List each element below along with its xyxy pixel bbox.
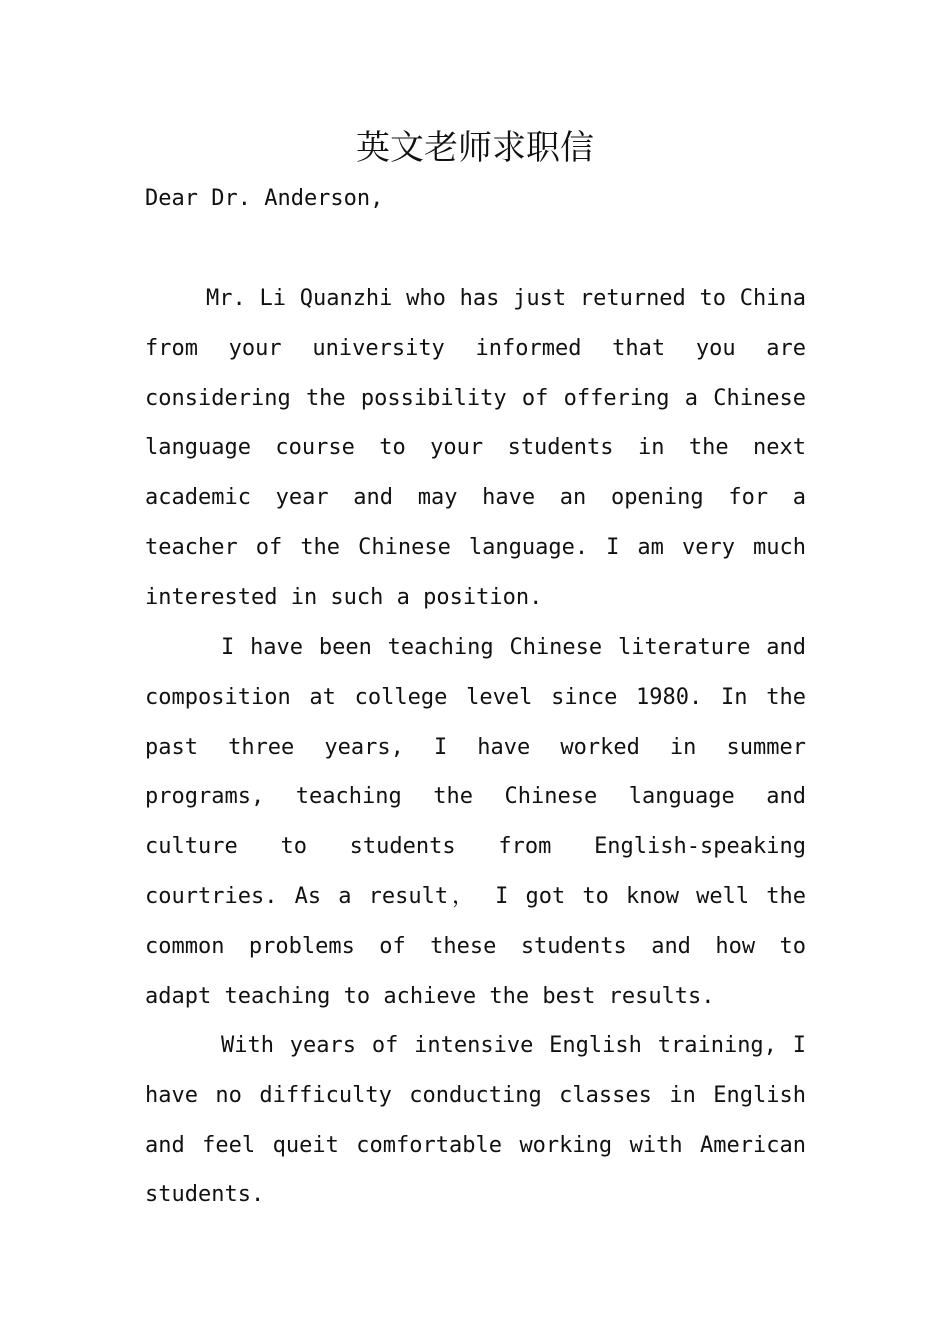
document-title: 英文老师求职信 (356, 128, 594, 168)
paragraph-3: With years of intensive English training, I have no difficulty conducting classes in English and feel queit comfortable working with American students. (145, 1033, 806, 1208)
salutation: Dear Dr. Anderson, (145, 186, 384, 211)
paragraph-1: Mr. Li Quanzhi who has just returned to China from your university informed that you are considering the possibility of offering a Chinese language course to your students in the next academic year and may have an opening for a teacher of the Chinese language. I am very much interested in such a position. (145, 286, 806, 610)
paragraph-2: I have been teaching Chinese literature and composition at college level since 1980. In the past three years, I have worked in summer programs, teaching the Chinese language and culture to students from English-speaking courtries. As a result， I got to know well the common problems of these students and how to adapt teaching to achieve the best results. (145, 635, 806, 1009)
